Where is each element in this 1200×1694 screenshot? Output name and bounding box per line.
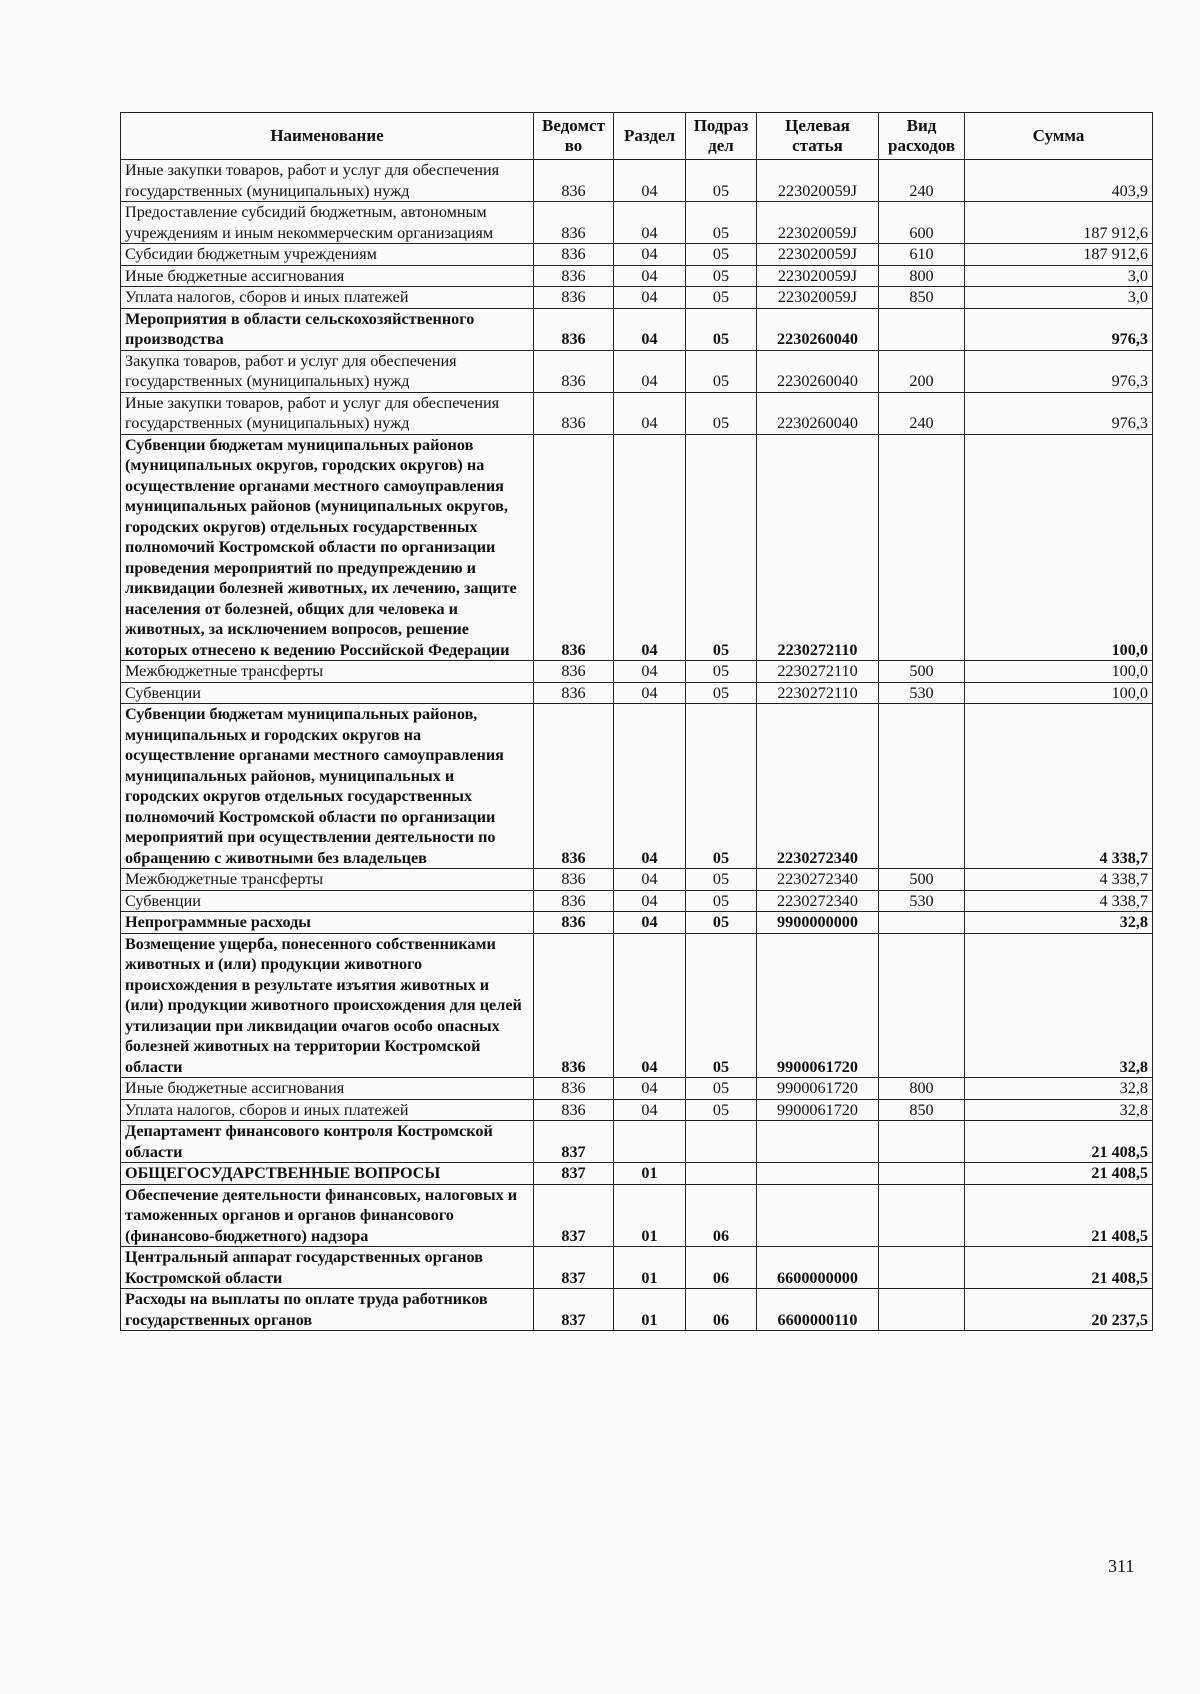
cell-podrazdel: 05 xyxy=(686,265,757,287)
cell-vedomstvo: 837 xyxy=(534,1121,614,1163)
cell-summa: 21 408,5 xyxy=(965,1163,1153,1185)
cell-vid-rashodov: 800 xyxy=(879,1078,965,1100)
cell-vedomstvo: 836 xyxy=(534,890,614,912)
cell-vedomstvo: 836 xyxy=(534,933,614,1078)
table-row xyxy=(121,704,1153,869)
cell-razdel: 01 xyxy=(614,1289,686,1331)
cell-summa: 32,8 xyxy=(965,1078,1153,1100)
cell-celevaya-statya: 223020059J xyxy=(757,265,879,287)
cell-vedomstvo: 837 xyxy=(534,1247,614,1289)
cell-celevaya-statya: 2230272340 xyxy=(757,890,879,912)
cell-celevaya-statya: 2230260040 xyxy=(757,350,879,392)
cell-name: Уплата налогов, сборов и иных платежей xyxy=(121,287,534,309)
cell-summa: 20 237,5 xyxy=(965,1289,1153,1331)
cell-name: Субвенции бюджетам муниципальных районов, муниципальных и городских округов на осуществление органами местного самоуправления муниципальных районов, муниципальных и городских округов отдельных государственных полномочий Костромской области по организации мероприятий при осуществлении деятельности по обращению с животными без владельцев xyxy=(121,704,534,869)
cell-name: Мероприятия в области сельскохозяйственного производства xyxy=(121,308,534,350)
cell-podrazdel: 06 xyxy=(686,1247,757,1289)
cell-summa: 100,0 xyxy=(965,661,1153,683)
table-row xyxy=(121,1121,1153,1163)
cell-celevaya-statya: 2230272110 xyxy=(757,682,879,704)
cell-name: Межбюджетные трансферты xyxy=(121,869,534,891)
page-number: 311 xyxy=(1108,1556,1135,1576)
cell-vedomstvo: 836 xyxy=(534,160,614,202)
cell-vid-rashodov: 240 xyxy=(879,160,965,202)
cell-vid-rashodov xyxy=(879,1184,965,1247)
cell-razdel: 04 xyxy=(614,287,686,309)
cell-summa: 21 408,5 xyxy=(965,1121,1153,1163)
cell-celevaya-statya: 2230260040 xyxy=(757,308,879,350)
cell-name: Межбюджетные трансферты xyxy=(121,661,534,683)
cell-name: Возмещение ущерба, понесенного собственниками животных и (или) продукции животного происхождения в результате изъятия животных и (или) продукции животного происхождения для целей утилизации при ликвидации очагов особо опасных болезней животных на территории Костромской области xyxy=(121,933,534,1078)
cell-razdel: 04 xyxy=(614,392,686,434)
cell-name: Иные бюджетные ассигнования xyxy=(121,1078,534,1100)
cell-name: Субсидии бюджетным учреждениям xyxy=(121,244,534,266)
table-row xyxy=(121,933,1153,1078)
cell-name: Расходы на выплаты по оплате труда работников государственных органов xyxy=(121,1289,534,1331)
table-row xyxy=(121,912,1153,934)
cell-podrazdel: 06 xyxy=(686,1289,757,1331)
table-row xyxy=(121,890,1153,912)
cell-podrazdel xyxy=(686,1163,757,1185)
cell-podrazdel: 05 xyxy=(686,661,757,683)
cell-summa: 32,8 xyxy=(965,933,1153,1078)
header-podrazdel: Подраз дел xyxy=(686,113,757,160)
table-row xyxy=(121,1289,1153,1331)
table-row xyxy=(121,661,1153,683)
header-vid-rashodov: Вид расходов xyxy=(879,113,965,160)
cell-vid-rashodov: 500 xyxy=(879,869,965,891)
cell-name: Непрограммные расходы xyxy=(121,912,534,934)
table-row xyxy=(121,1078,1153,1100)
cell-vedomstvo: 836 xyxy=(534,704,614,869)
cell-celevaya-statya: 9900061720 xyxy=(757,1099,879,1121)
cell-razdel: 01 xyxy=(614,1184,686,1247)
header-summa: Сумма xyxy=(965,113,1153,160)
cell-vedomstvo: 836 xyxy=(534,350,614,392)
header-name: Наименование xyxy=(121,113,534,160)
cell-vid-rashodov xyxy=(879,933,965,1078)
cell-name: Субвенции xyxy=(121,890,534,912)
cell-summa: 21 408,5 xyxy=(965,1184,1153,1247)
cell-razdel: 04 xyxy=(614,869,686,891)
cell-vedomstvo: 836 xyxy=(534,1099,614,1121)
cell-vedomstvo: 836 xyxy=(534,392,614,434)
cell-summa: 976,3 xyxy=(965,350,1153,392)
cell-vedomstvo: 836 xyxy=(534,265,614,287)
cell-vid-rashodov: 530 xyxy=(879,890,965,912)
cell-podrazdel: 05 xyxy=(686,308,757,350)
cell-name: Уплата налогов, сборов и иных платежей xyxy=(121,1099,534,1121)
cell-podrazdel: 05 xyxy=(686,202,757,244)
cell-vedomstvo: 837 xyxy=(534,1184,614,1247)
cell-celevaya-statya: 223020059J xyxy=(757,202,879,244)
cell-summa: 21 408,5 xyxy=(965,1247,1153,1289)
cell-vid-rashodov xyxy=(879,434,965,661)
cell-summa: 4 338,7 xyxy=(965,890,1153,912)
cell-podrazdel: 05 xyxy=(686,682,757,704)
cell-summa: 976,3 xyxy=(965,308,1153,350)
cell-name: ОБЩЕГОСУДАРСТВЕННЫЕ ВОПРОСЫ xyxy=(121,1163,534,1185)
table-row xyxy=(121,202,1153,244)
cell-razdel: 04 xyxy=(614,1078,686,1100)
cell-celevaya-statya: 9900000000 xyxy=(757,912,879,934)
cell-podrazdel: 05 xyxy=(686,434,757,661)
cell-vedomstvo: 837 xyxy=(534,1163,614,1185)
table-row xyxy=(121,1163,1153,1185)
cell-vid-rashodov xyxy=(879,308,965,350)
cell-razdel: 04 xyxy=(614,202,686,244)
cell-celevaya-statya: 6600000000 xyxy=(757,1247,879,1289)
cell-celevaya-statya: 223020059J xyxy=(757,160,879,202)
cell-vid-rashodov: 800 xyxy=(879,265,965,287)
cell-name: Иные закупки товаров, работ и услуг для обеспечения государственных (муниципальных) нужд xyxy=(121,392,534,434)
table-row xyxy=(121,682,1153,704)
cell-celevaya-statya: 2230272340 xyxy=(757,704,879,869)
cell-vedomstvo: 836 xyxy=(534,287,614,309)
table-row xyxy=(121,160,1153,202)
cell-name: Субвенции бюджетам муниципальных районов (муниципальных округов, городских округов) на осуществление органами местного самоуправления муниципальных районов (муниципальных округов, городских округов) отдельных государственных полномочий Костромской области по организации проведения мероприятий по предупреждению и ликвидации болезней животных, их лечению, защите населения от болезней, общих для человека и животных, за исключением вопросов, решение которых отнесено к ведению Российской Федерации xyxy=(121,434,534,661)
cell-celevaya-statya: 6600000110 xyxy=(757,1289,879,1331)
cell-podrazdel: 06 xyxy=(686,1184,757,1247)
cell-summa: 187 912,6 xyxy=(965,244,1153,266)
cell-razdel: 04 xyxy=(614,890,686,912)
cell-vid-rashodov xyxy=(879,704,965,869)
cell-celevaya-statya: 2230272110 xyxy=(757,661,879,683)
cell-vid-rashodov: 500 xyxy=(879,661,965,683)
table-row xyxy=(121,244,1153,266)
cell-podrazdel: 05 xyxy=(686,1099,757,1121)
table-row xyxy=(121,434,1153,661)
cell-name: Обеспечение деятельности финансовых, налоговых и таможенных органов и органов финансового (финансово-бюджетного) надзора xyxy=(121,1184,534,1247)
cell-vedomstvo: 836 xyxy=(534,202,614,244)
cell-summa: 100,0 xyxy=(965,682,1153,704)
cell-summa: 3,0 xyxy=(965,287,1153,309)
cell-vid-rashodov: 200 xyxy=(879,350,965,392)
header-vedomstvo: Ведомст во xyxy=(534,113,614,160)
cell-vid-rashodov: 850 xyxy=(879,287,965,309)
cell-vedomstvo: 836 xyxy=(534,682,614,704)
cell-podrazdel: 05 xyxy=(686,890,757,912)
cell-podrazdel: 05 xyxy=(686,933,757,1078)
cell-vid-rashodov xyxy=(879,1163,965,1185)
cell-celevaya-statya: 2230260040 xyxy=(757,392,879,434)
cell-podrazdel: 05 xyxy=(686,869,757,891)
cell-podrazdel xyxy=(686,1121,757,1163)
cell-razdel: 04 xyxy=(614,682,686,704)
cell-podrazdel: 05 xyxy=(686,392,757,434)
table-row xyxy=(121,1184,1153,1247)
cell-vid-rashodov: 610 xyxy=(879,244,965,266)
cell-vedomstvo: 836 xyxy=(534,912,614,934)
cell-celevaya-statya: 9900061720 xyxy=(757,1078,879,1100)
cell-celevaya-statya: 223020059J xyxy=(757,287,879,309)
table-row xyxy=(121,1099,1153,1121)
cell-vedomstvo: 836 xyxy=(534,869,614,891)
cell-celevaya-statya: 223020059J xyxy=(757,244,879,266)
table-row xyxy=(121,1247,1153,1289)
cell-razdel: 04 xyxy=(614,160,686,202)
cell-celevaya-statya: 2230272110 xyxy=(757,434,879,661)
cell-vid-rashodov xyxy=(879,1247,965,1289)
cell-summa: 4 338,7 xyxy=(965,704,1153,869)
cell-name: Субвенции xyxy=(121,682,534,704)
cell-summa: 403,9 xyxy=(965,160,1153,202)
cell-vid-rashodov: 600 xyxy=(879,202,965,244)
cell-celevaya-statya xyxy=(757,1163,879,1185)
cell-vedomstvo: 836 xyxy=(534,1078,614,1100)
table-body xyxy=(121,160,1153,1331)
cell-name: Закупка товаров, работ и услуг для обеспечения государственных (муниципальных) нужд xyxy=(121,350,534,392)
cell-vid-rashodov: 240 xyxy=(879,392,965,434)
header-razdel: Раздел xyxy=(614,113,686,160)
cell-summa: 32,8 xyxy=(965,912,1153,934)
table-row xyxy=(121,308,1153,350)
cell-vedomstvo: 836 xyxy=(534,244,614,266)
cell-razdel: 04 xyxy=(614,661,686,683)
cell-vedomstvo: 836 xyxy=(534,661,614,683)
table-row xyxy=(121,869,1153,891)
cell-vid-rashodov: 530 xyxy=(879,682,965,704)
cell-razdel: 01 xyxy=(614,1247,686,1289)
table-row xyxy=(121,392,1153,434)
cell-name: Иные закупки товаров, работ и услуг для обеспечения государственных (муниципальных) нужд xyxy=(121,160,534,202)
cell-vid-rashodov xyxy=(879,1289,965,1331)
cell-vedomstvo: 836 xyxy=(534,308,614,350)
cell-podrazdel: 05 xyxy=(686,160,757,202)
cell-razdel: 04 xyxy=(614,912,686,934)
cell-summa: 3,0 xyxy=(965,265,1153,287)
cell-razdel: 04 xyxy=(614,1099,686,1121)
cell-razdel: 04 xyxy=(614,350,686,392)
cell-razdel: 04 xyxy=(614,308,686,350)
header-celevaya-statya: Целевая статья xyxy=(757,113,879,160)
cell-razdel: 04 xyxy=(614,704,686,869)
cell-name: Предоставление субсидий бюджетным, автономным учреждениям и иным некоммерческим организациям xyxy=(121,202,534,244)
cell-name: Департамент финансового контроля Костромской области xyxy=(121,1121,534,1163)
budget-table xyxy=(120,112,1153,1331)
cell-vid-rashodov xyxy=(879,1121,965,1163)
cell-vid-rashodov xyxy=(879,912,965,934)
table-row xyxy=(121,287,1153,309)
cell-podrazdel: 05 xyxy=(686,1078,757,1100)
cell-razdel: 04 xyxy=(614,244,686,266)
cell-razdel: 04 xyxy=(614,265,686,287)
table-header-row xyxy=(121,113,1153,160)
cell-razdel: 04 xyxy=(614,434,686,661)
cell-summa: 187 912,6 xyxy=(965,202,1153,244)
cell-podrazdel: 05 xyxy=(686,912,757,934)
cell-celevaya-statya: 9900061720 xyxy=(757,933,879,1078)
cell-podrazdel: 05 xyxy=(686,350,757,392)
cell-podrazdel: 05 xyxy=(686,287,757,309)
cell-podrazdel: 05 xyxy=(686,244,757,266)
cell-podrazdel: 05 xyxy=(686,704,757,869)
cell-name: Центральный аппарат государственных органов Костромской области xyxy=(121,1247,534,1289)
cell-summa: 100,0 xyxy=(965,434,1153,661)
cell-celevaya-statya xyxy=(757,1184,879,1247)
cell-celevaya-statya xyxy=(757,1121,879,1163)
cell-name: Иные бюджетные ассигнования xyxy=(121,265,534,287)
cell-razdel: 04 xyxy=(614,933,686,1078)
cell-vedomstvo: 836 xyxy=(534,434,614,661)
cell-celevaya-statya: 2230272340 xyxy=(757,869,879,891)
cell-summa: 32,8 xyxy=(965,1099,1153,1121)
cell-vedomstvo: 837 xyxy=(534,1289,614,1331)
cell-razdel xyxy=(614,1121,686,1163)
cell-razdel: 01 xyxy=(614,1163,686,1185)
table-row xyxy=(121,350,1153,392)
cell-vid-rashodov: 850 xyxy=(879,1099,965,1121)
cell-summa: 4 338,7 xyxy=(965,869,1153,891)
table-row xyxy=(121,265,1153,287)
cell-summa: 976,3 xyxy=(965,392,1153,434)
